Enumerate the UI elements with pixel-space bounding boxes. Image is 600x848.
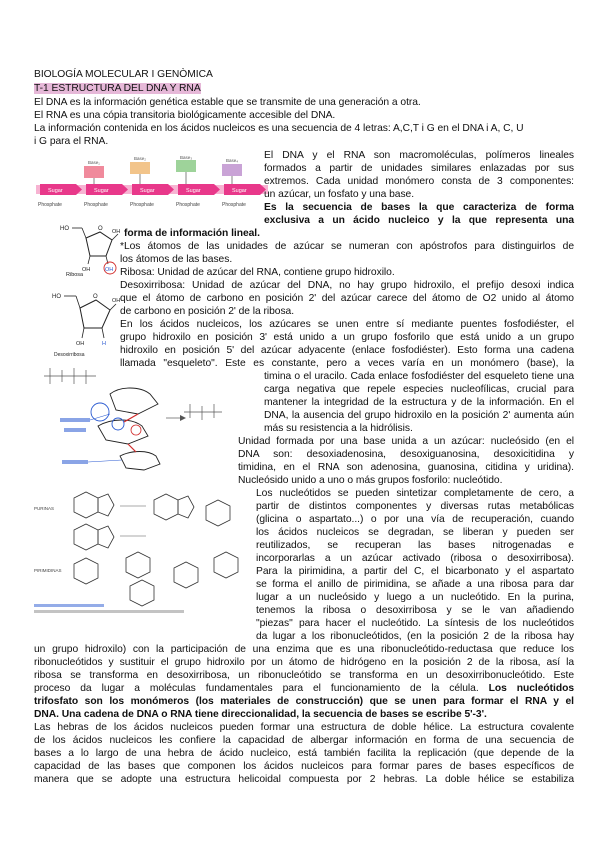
phosphate-label: Phosphate <box>176 202 200 208</box>
text-line: se forma el anillo de pirimidina, se añade a una ribosa para dar <box>256 579 574 590</box>
text-line: manera que se adopte una estructura helicoidal compuesta por 2 hebras. La doble hélice se estabiliza <box>34 774 574 785</box>
ribosa-caption: Ribosa <box>66 272 84 278</box>
base-block-4 <box>222 164 242 176</box>
phosphodiester-bond <box>128 444 136 452</box>
text-line: de los ácidos nucleicos les confiere la capacidad de albergar información en forma de una secuencia de <box>34 735 574 746</box>
text-line: (glicina o aspartato...) o por una vía de recuperación, cuando <box>256 514 574 525</box>
ho-label: HO <box>52 294 61 300</box>
ho-label: HO <box>60 226 69 232</box>
text-line: timidina, en el RNA son adenosina, guanosina, citidina y uridina). <box>238 462 574 473</box>
pirimidinas-label: PIRIMIDINAS <box>34 568 62 573</box>
sugar-label: Sugar <box>232 188 247 194</box>
text-line: *Los átomos de las unidades de azúcar se numeran con apóstrofos para distinguirlos de <box>120 241 574 252</box>
text-line: los átomos de las bases. <box>120 254 233 265</box>
text-line: bases a lo largo de una hebra de ácido nucleico, está también facilita la replicación (que depende de la <box>34 748 574 759</box>
annotation-mark <box>62 460 88 464</box>
base-block-1 <box>84 166 104 178</box>
deoxyribose-structure-figure <box>50 280 128 360</box>
text-line: Unidad formada por una base unida a un azúcar: nucleósido (en el <box>238 436 574 447</box>
bold-line: Es la secuencia de bases la que caracteriza de forma <box>264 202 574 213</box>
bold-line: forma de información lineal. <box>124 228 260 239</box>
text-line: los ácidos nucleicos se degradan, se liberan y pueden ser <box>256 527 574 538</box>
course-title: BIOLOGÍA MOLECULAR I GENÒMICA <box>34 69 213 80</box>
text-line: más su resistencia a la hidrólisis. <box>264 423 413 434</box>
text-line: formados a partir de unidades similares enlazadas por sus <box>264 163 574 174</box>
oh-label: OH <box>112 229 121 235</box>
text-line: incorporarlas a un azúcar activado (ribosa o desoxirribosa). <box>256 553 574 564</box>
arrow-icon <box>180 415 186 421</box>
text-line-mixed <box>34 683 574 696</box>
text-line: Desoxirribosa: Unidad de azúcar del DNA, no hay grupo hidroxilo, el prefijo desoxi indica <box>120 280 574 291</box>
linkage-highlight-icon <box>131 425 141 435</box>
nucleobases-figure <box>34 486 250 618</box>
text-line: capacidad de las bases que componen los ácidos nucleicos para formar pares de bases específicos de <box>34 761 574 772</box>
phosphate-label: Phosphate <box>84 202 108 208</box>
base-block-3 <box>176 160 196 172</box>
text-line: Para la pirimidina, a partir del C, el bicarbonato y el aspartato <box>256 566 574 577</box>
text-line: da lugar a los ribonucleótidos, (en la posición 2 de la ribosa hay <box>256 631 574 642</box>
oh-label: OH <box>112 298 121 304</box>
purinas-label: PURINAS <box>34 506 55 511</box>
text-line: reutilizados, se recuperan las bases nitrogenadas e <box>256 540 574 551</box>
sugar-phosphate-chain-figure <box>36 156 268 212</box>
text-line: un grupo hidroxilo) con la participación de una enzima que es una ribonucleótido-reductasa que reduce los <box>34 644 574 655</box>
text-line: El DNA y el RNA son macromoléculas, polímeros lineales <box>264 150 574 161</box>
bold-line: trifosfato son los monómeros (los materiales de construcción) que se unen para formar el RNA y el <box>34 696 574 707</box>
annotation-mark <box>60 418 90 422</box>
sugar-label: Sugar <box>94 188 109 194</box>
phosphate-label: Phosphate <box>38 202 62 208</box>
svg-text:O: O <box>93 294 98 300</box>
text-line: de carbono en posición 2' de la ribosa. <box>120 306 295 317</box>
backbone-skeleton-right <box>184 404 222 420</box>
intro-line: El DNA es la información genética estable que se transmite de una generación a otra. <box>34 97 421 108</box>
text-line: llamada "esqueleto". Este es constante, pero a veces varía en un monómero (base), la <box>120 358 574 369</box>
intro-line: i G para el RNA. <box>34 136 109 147</box>
section-title-text: T-1 ESTRUCTURA DEL DNA Y RNA <box>34 83 201 94</box>
phosphodiester-backbone-figure <box>40 364 236 474</box>
backbone-skeleton-left <box>44 368 96 384</box>
phosphate-label: Phosphate <box>130 202 154 208</box>
oh-label: OH <box>105 267 114 273</box>
mixed-plain: proceso da lugar a moléculas fundamentales para el funcionamiento de la célula. <box>34 683 479 694</box>
text-line: timina o el uracilo. Cada enlace fosfodiéster del esqueleto tiene una <box>264 371 574 382</box>
text-line: partir de distintos componentes y diversas rutas metabólicas <box>256 501 574 512</box>
mixed-bold: Los nucleótidos <box>488 683 575 694</box>
text-line: mantener la integridad de la estructura y de la información. En el <box>264 397 574 408</box>
sugar-ring-lower <box>120 452 160 471</box>
text-line: carga negativa que repele especies nucleofílicas, crucial para <box>264 384 574 395</box>
pyrimidine-rings <box>74 552 238 606</box>
desoxirribosa-caption: Desoxirribosa <box>54 352 85 358</box>
base-label: Base₄ <box>226 158 239 163</box>
text-line: grupo hidroxilo en posición 3' está unido a un grupo fosforilo que está unido a un grupo <box>120 332 574 343</box>
text-line: lugar a un nucleósido y luego a un nucleótido. En la purina, <box>256 592 574 603</box>
phosphate-group-icon <box>91 403 109 421</box>
ribose-structure-figure <box>60 214 122 280</box>
annotation-mark <box>64 428 86 432</box>
bold-line: DNA. Una cadena de DNA o RNA tiene direccionalidad, la secuencia de bases se escribe 5'-3'. <box>34 709 487 720</box>
text-line: hidroxilo en posición 5' del azúcar adyacente (enlace fosfodiéster). Esto forma una cadena <box>120 345 574 356</box>
text-line: "piezas" para hacer el nucleótido. La síntesis de los nucleótidos <box>256 618 574 629</box>
base-label: Base₃ <box>180 156 193 160</box>
bold-line: exclusiva a un ácido nucleico y la que representa una <box>264 215 574 226</box>
base-label: Base₁ <box>88 160 100 165</box>
svg-text:O: O <box>98 226 103 232</box>
base-label: Base₂ <box>134 156 147 161</box>
text-line: un azúcar, un fosfato y una base. <box>264 189 415 200</box>
section-title <box>34 83 201 96</box>
text-line: DNA, la ausencia del grupo hidroxilo en la posición 2' aumenta aún <box>264 410 574 421</box>
text-line: Ribosa: Unidad de azúcar del RNA, contiene grupo hidroxilo. <box>120 267 395 278</box>
text-line: ribosa se transforma en desoxirribosa, un ribonucleótido se transforma en un desoxirribonucleótido. Este <box>34 670 574 681</box>
text-line: Nucleósido unido a uno o más grupos fosforilo: nucleótido. <box>238 475 503 486</box>
sugar-ring-upper <box>110 388 158 414</box>
chain-bases <box>84 156 242 184</box>
sugar-label: Sugar <box>186 188 201 194</box>
caption-mark <box>34 610 184 613</box>
phosphate-label: Phosphate <box>222 202 246 208</box>
sugar-label: Sugar <box>140 188 155 194</box>
sugar-label: Sugar <box>48 188 63 194</box>
text-line: En los ácidos nucleicos, los azúcares se unen entre sí mediante puentes fosfodiéster, el <box>120 319 574 330</box>
base-block-2 <box>130 162 150 174</box>
oh-label: OH <box>82 267 91 273</box>
purine-rings <box>74 492 230 550</box>
h-label: H <box>102 341 106 347</box>
oh-label: OH <box>76 341 85 347</box>
text-line: que el átomo de carbono en posición 2' del azúcar carece del átomo de O2 unido al átomo <box>120 293 574 304</box>
text-line: Los nucleótidos se pueden sintetizar completamente de cero, a <box>256 488 574 499</box>
intro-line: La información contenida en los ácidos nucleicos es una secuencia de 4 letras: A,C,T i G en el DNA i A, C, U <box>34 123 524 134</box>
intro-line: El RNA es una cópia transitoria biológicamente accesible del DNA. <box>34 110 336 121</box>
text-line: Las hebras de los ácidos nucleicos pueden formar una estructura de doble hélice. La estructura covalente <box>34 722 574 733</box>
text-line: tenemos la ribosa o desoxirribosa y se le van añadiendo <box>256 605 574 616</box>
caption-mark <box>34 604 104 607</box>
text-line: DNA son: desoxiadenosina, desoxiguanosina, desoxicitidina y <box>238 449 574 460</box>
text-line: ribonucleótidos y sustituir el grupo hidroxilo por un átomo de hidrógeno en la posición 2 de la ribosa, así la <box>34 657 574 668</box>
text-line: extremos. Cada unidad monómero consta de 3 componentes: <box>264 176 574 187</box>
